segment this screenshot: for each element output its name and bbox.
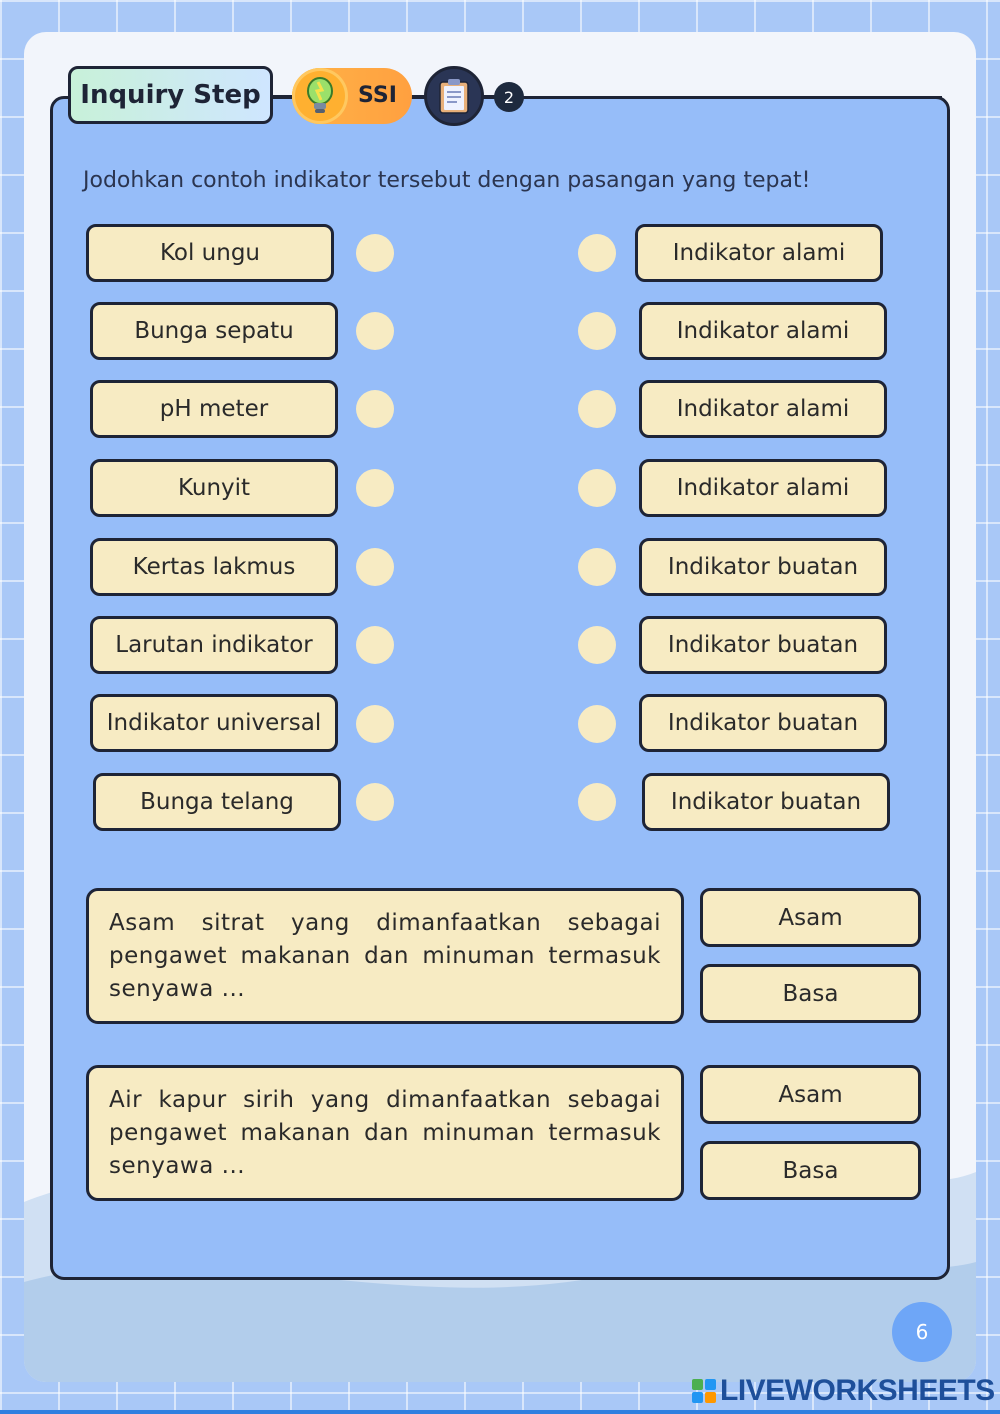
answer-option-asam[interactable]: Asam	[700, 1065, 921, 1124]
match-right-dot[interactable]	[578, 626, 616, 664]
header-connector-line	[522, 96, 942, 99]
match-left-item[interactable]: Larutan indikator	[90, 616, 338, 674]
match-left-dot[interactable]	[356, 234, 394, 272]
match-left-dot[interactable]	[356, 312, 394, 350]
match-left-dot[interactable]	[356, 783, 394, 821]
answer-option-basa[interactable]: Basa	[700, 1141, 921, 1200]
page-number-badge: 6	[892, 1302, 952, 1362]
inquiry-step-label: Inquiry Step	[80, 80, 261, 110]
match-left-item[interactable]: Indikator universal	[90, 694, 338, 752]
match-right-item[interactable]: Indikator buatan	[642, 773, 890, 831]
match-right-item[interactable]: Indikator buatan	[639, 616, 887, 674]
match-left-dot[interactable]	[356, 469, 394, 507]
match-left-dot[interactable]	[356, 626, 394, 664]
match-right-dot[interactable]	[578, 469, 616, 507]
header-connector-line	[272, 95, 294, 98]
match-right-item[interactable]: Indikator alami	[639, 459, 887, 517]
instruction-text: Jodohkan contoh indikator tersebut dengan pasangan yang tepat!	[83, 168, 811, 193]
match-left-dot[interactable]	[356, 705, 394, 743]
match-left-dot[interactable]	[356, 548, 394, 586]
question-box: Air kapur sirih yang dimanfaatkan sebagai pengawet makanan dan minuman termasuk senyawa ...	[86, 1065, 684, 1201]
answer-option-basa[interactable]: Basa	[700, 964, 921, 1023]
match-right-item[interactable]: Indikator alami	[635, 224, 883, 282]
match-left-item[interactable]: pH meter	[90, 380, 338, 438]
answer-option-asam[interactable]: Asam	[700, 888, 921, 947]
match-right-dot[interactable]	[578, 783, 616, 821]
brand-text: LIVEWORKSHEETS	[720, 1374, 995, 1407]
step-number-badge: 2	[494, 82, 524, 112]
match-left-dot[interactable]	[356, 390, 394, 428]
ssi-badge	[292, 68, 412, 124]
match-right-item[interactable]: Indikator buatan	[639, 694, 887, 752]
match-right-dot[interactable]	[578, 390, 616, 428]
question-box: Asam sitrat yang dimanfaatkan sebagai pengawet makanan dan minuman termasuk senyawa ...	[86, 888, 684, 1024]
match-right-dot[interactable]	[578, 312, 616, 350]
match-right-item[interactable]: Indikator alami	[639, 302, 887, 360]
ssi-label: SSI	[358, 83, 397, 108]
inquiry-step-tag	[68, 66, 273, 124]
match-left-item[interactable]: Bunga telang	[93, 773, 341, 831]
match-right-dot[interactable]	[578, 548, 616, 586]
match-right-dot[interactable]	[578, 705, 616, 743]
match-left-item[interactable]: Kol ungu	[86, 224, 334, 282]
match-right-item[interactable]: Indikator alami	[639, 380, 887, 438]
match-right-item[interactable]: Indikator buatan	[639, 538, 887, 596]
bottom-accent-bar	[0, 1410, 1000, 1414]
match-left-item[interactable]: Kertas lakmus	[90, 538, 338, 596]
liveworksheets-logo-icon	[692, 1379, 716, 1403]
lightbulb-icon	[292, 68, 348, 124]
match-right-dot[interactable]	[578, 234, 616, 272]
match-left-item[interactable]: Bunga sepatu	[90, 302, 338, 360]
match-left-item[interactable]: Kunyit	[90, 459, 338, 517]
clipboard-icon	[424, 66, 484, 126]
liveworksheets-brand	[692, 1372, 995, 1410]
